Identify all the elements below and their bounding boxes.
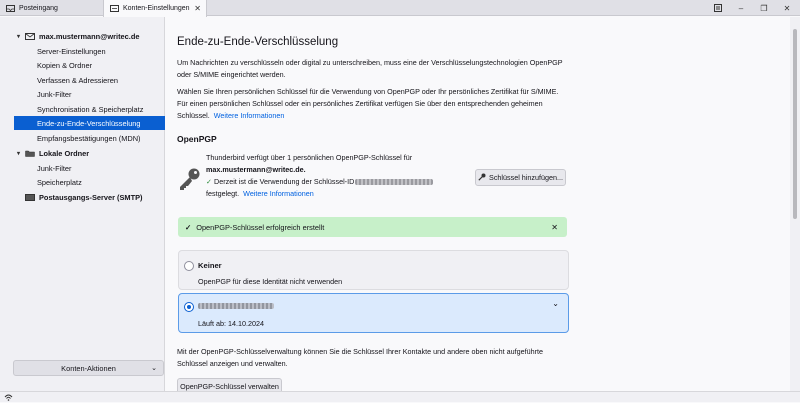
close-icon[interactable]: ✕ (551, 222, 558, 232)
tab-inbox[interactable] (0, 0, 102, 16)
account-actions-button[interactable] (13, 360, 164, 376)
tab-bar (0, 0, 800, 16)
settings-icon (110, 5, 119, 12)
sidebar-item-server-settings[interactable] (14, 44, 165, 58)
sidebar-item-local-storage[interactable] (14, 175, 165, 189)
redacted-key-id (355, 179, 433, 185)
smtp-label: Postausgangs-Server (SMTP) (39, 192, 143, 202)
more-info-link[interactable]: Weitere Informationen (213, 111, 285, 120)
sidebar-item-label: Kopien & Ordner (37, 60, 93, 70)
key-small-icon (478, 173, 486, 183)
intro-text: Um Nachrichten zu verschlüsseln oder digital zu unterschreiben, muss eine der Verschlüsselungstechnologien OpenPGP oder S/MIME eingerichtet werden. (177, 58, 563, 79)
sidebar-item-label: Ende-zu-Ende-Verschlüsselung (37, 118, 141, 128)
scrollbar[interactable] (790, 17, 800, 391)
more-info-link-2[interactable]: Weitere Informationen (243, 189, 314, 198)
account-email: max.mustermann@writec.de. (206, 165, 306, 174)
openpgp-heading: OpenPGP (177, 134, 217, 144)
window-menu-icon[interactable] (707, 0, 729, 16)
sidebar-item-sync[interactable] (14, 102, 165, 116)
sidebar-item-mdn[interactable] (14, 131, 165, 145)
close-window-icon[interactable]: ✕ (783, 3, 791, 13)
add-key-label: Schlüssel hinzufügen... (489, 173, 563, 182)
collapse-icon[interactable]: ▾ (17, 33, 21, 40)
key-expiry: Läuft ab: 14.10.2024 (198, 319, 264, 328)
radio-none[interactable] (184, 261, 194, 271)
manage-keys-label: OpenPGP-Schlüssel verwalten (180, 381, 279, 391)
scrollbar-thumb[interactable] (793, 29, 797, 219)
sidebar-item-label: Verfassen & Adressieren (37, 75, 118, 85)
sidebar-item-composition[interactable] (14, 73, 165, 87)
tab-label: Posteingang (19, 4, 58, 12)
success-message: OpenPGP-Schlüssel erfolgreich erstellt (196, 222, 325, 232)
inbox-icon (6, 5, 15, 12)
choose-key-text: Wählen Sie Ihren persönlichen Schlüssel für die Verwendung von OpenPGP oder Ihr persönliches Zertifikat für S/MIME. Für einen persönlichen Schlüssel oder ein persönliches Zertifikat verfügen Sie über den entsprechenden geheimen Schlüssel. Weitere Informationen (177, 87, 559, 120)
success-notification (178, 217, 567, 237)
account-actions-label: Konten-Aktionen (61, 363, 116, 373)
manage-keys-button[interactable] (177, 378, 282, 391)
sidebar-account-header[interactable] (14, 29, 165, 43)
chevron-down-icon[interactable]: ⌄ (552, 299, 559, 308)
sidebar-item-label: Junk-Filter (37, 89, 72, 99)
mail-account-icon (25, 33, 35, 40)
close-tab-icon[interactable]: ✕ (194, 4, 201, 13)
sidebar-item-junk[interactable] (14, 87, 165, 101)
chevron-down-icon: ⌄ (151, 365, 157, 372)
option-none-desc: OpenPGP für diese Identität nicht verwenden (198, 277, 343, 286)
sidebar-item-e2e-encryption[interactable] (14, 116, 165, 130)
local-folders-label: Lokale Ordner (39, 148, 90, 158)
restore-icon[interactable]: ❐ (760, 3, 768, 13)
redacted-key-name (198, 303, 274, 309)
manage-keys-text: Mit der OpenPGP-Schlüsselverwaltung können Sie die Schlüssel Ihrer Kontakte und andere oben nicht aufgeführte Schlüssel anzeigen und verwalten. (177, 347, 543, 368)
account-tree-sidebar (0, 17, 165, 391)
page-title: Ende-zu-Ende-Verschlüsselung (177, 36, 339, 48)
option-none[interactable] (178, 250, 569, 290)
sidebar-item-copies-folders[interactable] (14, 58, 165, 72)
collapse-icon[interactable]: ▾ (17, 150, 21, 157)
sidebar-item-label: Empfangsbestätigungen (MDN) (37, 133, 141, 143)
main-content (166, 17, 790, 391)
status-bar (0, 391, 800, 402)
outgoing-server-icon (25, 194, 35, 201)
check-icon: ✓ (206, 177, 213, 186)
sidebar-item-local-junk[interactable] (14, 161, 165, 175)
sidebar-item-label: Speicherplatz (37, 177, 82, 187)
sidebar-smtp[interactable] (14, 190, 165, 204)
tab-label: Konten-Einstellungen (123, 5, 190, 12)
add-key-button[interactable] (475, 169, 566, 186)
folder-icon (25, 150, 35, 157)
radio-personal-key[interactable] (184, 302, 194, 312)
key-icon (178, 167, 202, 191)
tab-account-settings[interactable] (103, 0, 207, 17)
account-name: max.mustermann@writec.de (39, 31, 140, 41)
minimize-icon[interactable]: – (738, 3, 744, 13)
sidebar-local-folders[interactable] (14, 146, 165, 160)
option-none-label: Keiner (198, 261, 222, 270)
option-personal-key[interactable] (178, 293, 569, 333)
sidebar-item-label: Server-Einstellungen (37, 46, 106, 56)
sidebar-item-label: Junk-Filter (37, 163, 72, 173)
check-icon: ✓ (185, 222, 192, 232)
sidebar-item-label: Synchronisation & Speicherplatz (37, 104, 144, 114)
openpgp-key-info: Thunderbird verfügt über 1 persönlichen OpenPGP-Schlüssel für max.mustermann@writec.de. ✓ Derzeit ist die Verwendung der Schlüssel-ID festgelegt. Weitere Informationen (206, 152, 476, 200)
